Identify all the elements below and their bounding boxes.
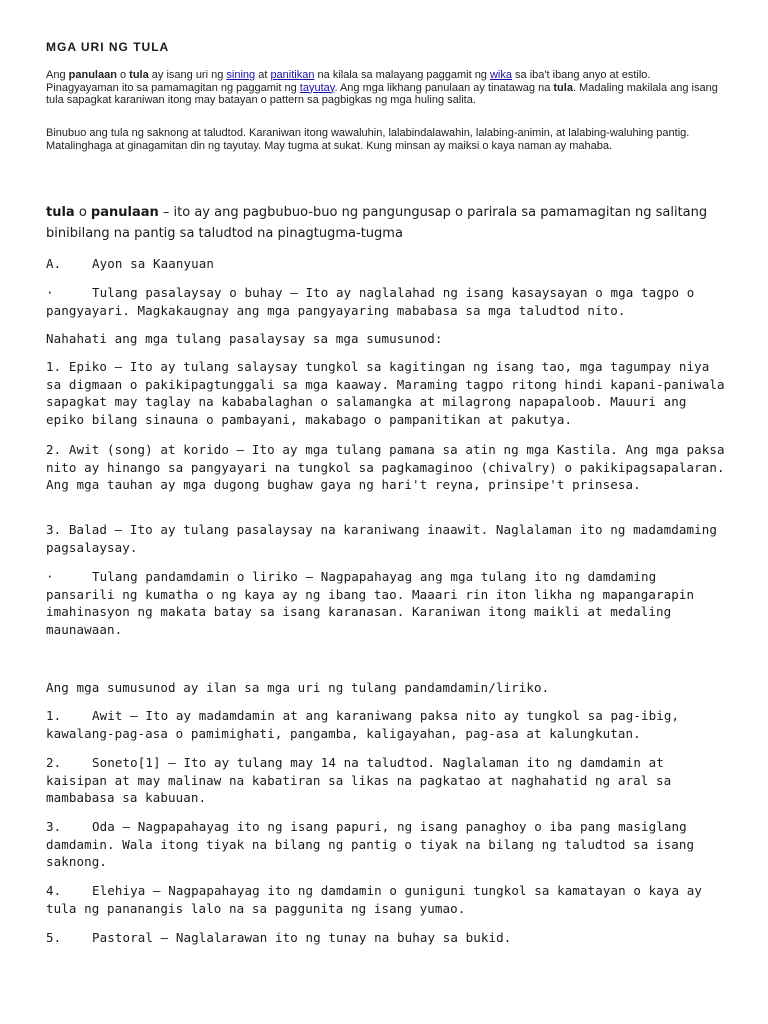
list-item-text: Pastoral – Naglalarawan ito ng tunay na buhay sa bukid. <box>92 930 512 945</box>
list-item <box>46 818 726 871</box>
list-number: 3. <box>46 819 62 834</box>
bullet-pasalaysay <box>46 284 726 319</box>
definition-text: – ito ay ang pagbubuo-buo ng pangungusap o parirala sa pamamagitan ng salitang binibilang na pantig sa taludtod na pinagtugma-tugma <box>46 205 708 241</box>
paragraph-balad: 3. Balad – Ito ay tulang pasalaysay na karaniwang inaawit. Naglalaman ito ng madamdaming pagsalaysay. <box>46 522 718 555</box>
intro-text: ay isang uri ng <box>148 69 227 81</box>
intro-text: . Ang mga likhang panulaan ay tinatawag na <box>334 81 554 94</box>
bullet-icon: · <box>46 285 54 300</box>
intro-text: na kilala sa malayang paggamit ng <box>314 69 490 81</box>
term-tula: tula <box>129 69 149 81</box>
list-number: 5. <box>46 930 62 945</box>
paragraph-awit-korido: 2. Awit (song) at korido – Ito ay mga tulang pamana sa atin ng mga Kastila. Ang mga paksa nito ay hinango sa pangyayari na tungkol sa pagkamaginoo (chivalry) o pakikipagsapalaran. Ang mga tauhan ay mga dugong bughaw gaya ng hari't reyna, prinsipe't prinsesa. <box>46 442 725 493</box>
bullet-pandamdamin <box>46 568 726 638</box>
list-item <box>46 929 726 947</box>
list-number: 2. <box>46 755 62 770</box>
paragraph-sumusunod: Ang mga sumusunod ay ilan sa mga uri ng tulang pandamdamin/liriko. <box>46 680 550 695</box>
link-panitikan[interactable]: panitikan <box>270 69 315 81</box>
intro-text: sa iba't ibang anyo at estilo. Pinagyayaman ito sa pamamagitan ng paggamit ng <box>46 69 651 94</box>
definition-text: o <box>74 205 91 220</box>
list-item <box>46 754 726 807</box>
intro-paragraph-2: Binubuo ang tula ng saknong at taludtod. Karaniwan itong wawaluhin, lalabindalawahin, lalabing-animin, at lalabing-waluhing pantig. Matalinghaga at ginagamitan din ng tayutay. May tugma at sukat. Kung minsan ay maiksi o kaya naman ay mahaba. <box>46 127 690 152</box>
definition-paragraph <box>46 202 726 244</box>
intro-text: o <box>116 69 130 81</box>
bullet-icon: · <box>46 569 54 584</box>
list-item-text: Oda – Nagpapahayag ito ng isang papuri, ng isang panaghoy o iba pang masiglang damdamin. Wala itong tiyak na bilang ng pantig o tiyak na bilang ng taludtod sa isang saknong. <box>46 819 695 870</box>
term-panulaan: panulaan <box>90 205 159 220</box>
document-title: MGA URI NG TULA <box>46 40 170 54</box>
intro-text: Ang <box>46 69 69 81</box>
term-tula: tula <box>46 205 75 220</box>
paragraph-nahahati: Nahahati ang mga tulang pasalaysay sa mga sumusunod: <box>46 331 443 346</box>
section-letter: A. <box>46 256 62 271</box>
term-tula: tula <box>553 81 573 94</box>
paragraph-epiko: 1. Epiko – Ito ay tulang salaysay tungkol sa kagitingan ng isang tao, mga tagumpay niya sa digmaan o pakikipagtunggali sa mga kaaway. Maraming tagpo ritong hindi kapani-paniwala sapagkat may taglay na kababalaghan o salamangka at milagrong napapaloob. Mauuri ang epiko bilang sinauna o pambayani, makabago o pampanitikan at pakutya. <box>46 359 725 427</box>
list-number: 1. <box>46 708 62 723</box>
paragraph-text: Tulang pandamdamin o liriko – Nagpapahayag ang mga tulang ito ng damdaming pansarili ng kumatha o ng kaya ay ng ibang tao. Maaari rin iton likha ng mapangarapin imahinasyon ng makata batay sa isang karanasan. Karaniwan itong maikli at medaling maunawaan. <box>46 569 695 637</box>
intro-paragraph-1 <box>46 69 726 107</box>
section-heading-text: Ayon sa Kaanyuan <box>92 256 215 271</box>
list-item-text: Awit – Ito ay madamdamin at ang karaniwang paksa nito ay tungkol sa pag-ibig, kawalang-pag-asa o pamimighati, pangamba, kaligayahan, pag-asa at kalungkutan. <box>46 708 680 741</box>
list-item <box>46 882 726 917</box>
paragraph-text: Tulang pasalaysay o buhay – Ito ay naglalahad ng isang kasaysayan o mga tagpo o pangyayari. Magkakaugnay ang mga pangyayaring mababasa sa mga taludtod nito. <box>46 285 695 318</box>
list-number: 4. <box>46 883 62 898</box>
list-item <box>46 707 726 742</box>
link-sining[interactable]: sining <box>226 69 256 81</box>
intro-text: at <box>255 69 271 81</box>
intro-text: . Madaling makilala ang isang tula sapagkat karaniwan itong may batayan o pattern sa pagbigkas ng mga huling salita. <box>46 81 718 106</box>
link-tayutay[interactable]: tayutay <box>299 81 335 94</box>
link-wika[interactable]: wika <box>489 69 512 81</box>
list-item-text: Soneto[1] – Ito ay tulang may 14 na taludtod. Naglalaman ito ng damdamin at kaisipan at may malinaw na kabatiran sa likas na pagkatao at naghahatid ng aral sa mambabasa sa kabuuan. <box>46 755 672 806</box>
term-panulaan: panulaan <box>68 69 117 81</box>
list-item-text: Elehiya – Nagpapahayag ito ng damdamin o guniguni tungkol sa kamatayan o kaya ay tula ng pananangis lalo na sa paggunita ng isang yumao. <box>46 883 703 916</box>
section-heading-a <box>46 255 726 273</box>
